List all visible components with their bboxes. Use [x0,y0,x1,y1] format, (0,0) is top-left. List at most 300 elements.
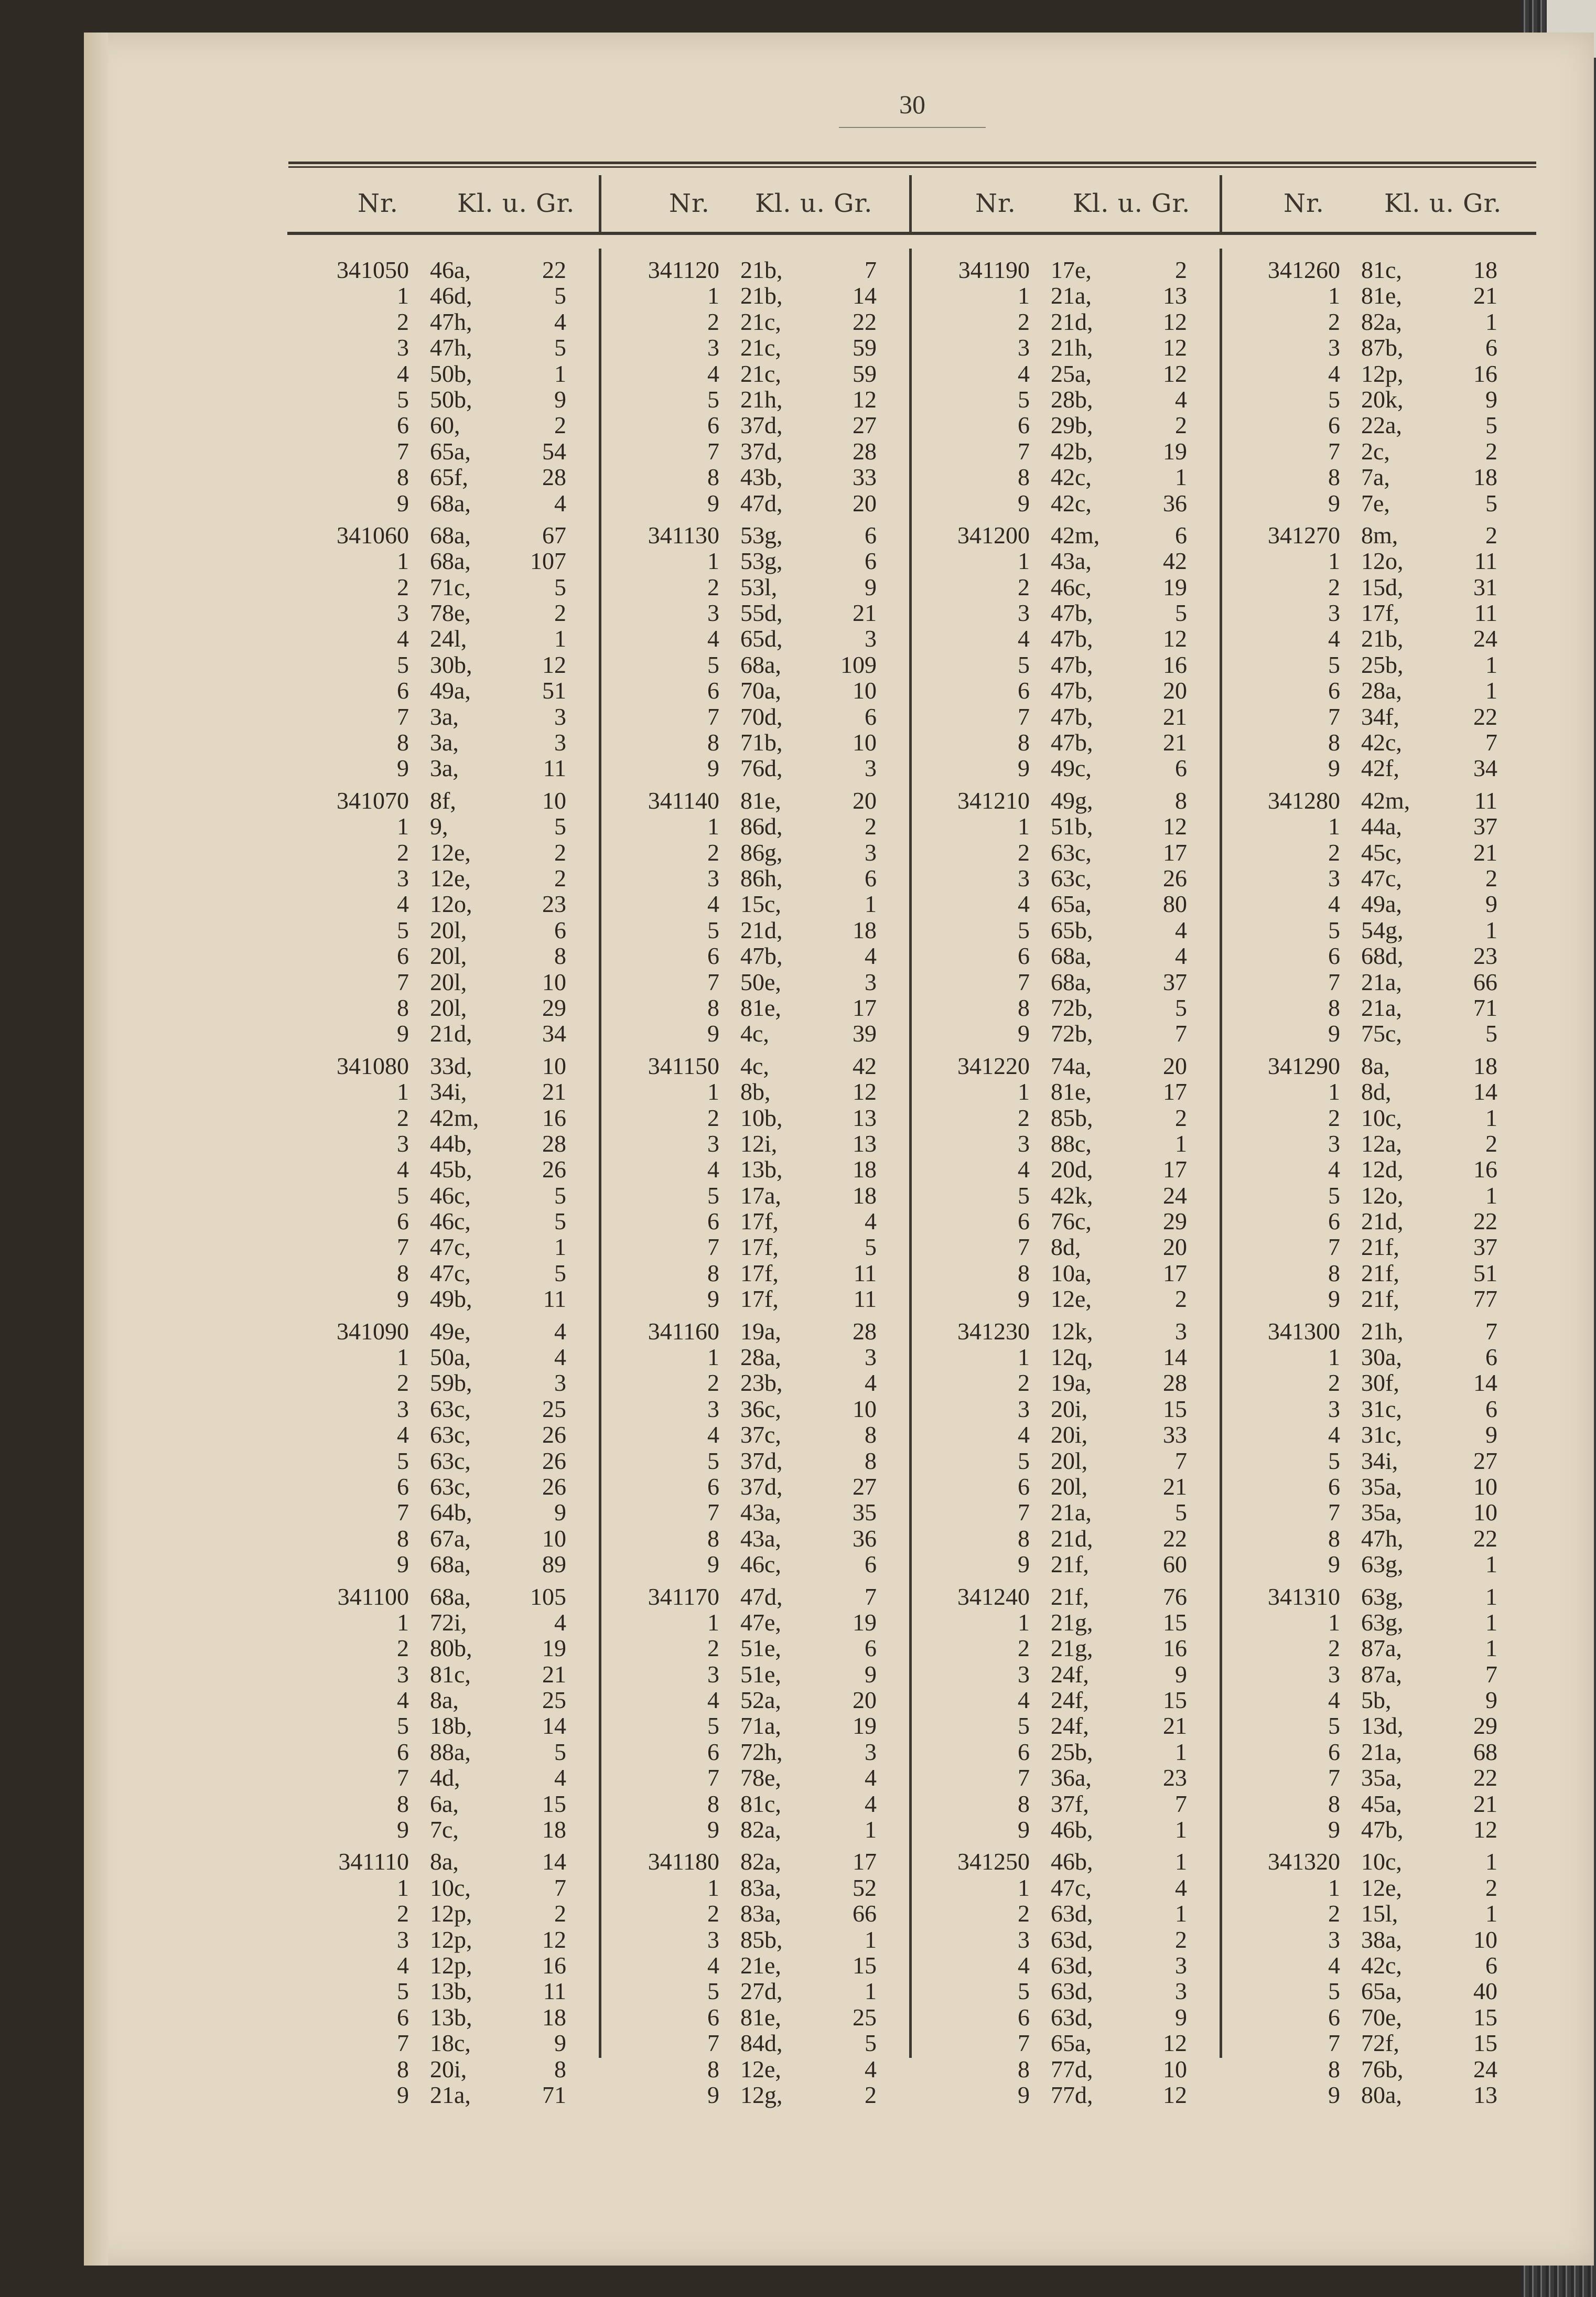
class-group-cell: 44b, [430,1130,472,1157]
count-cell: 6 [865,864,877,892]
table-row [604,1370,898,1396]
count-cell: 37 [1163,968,1187,995]
patent-number-cell: 9 [1328,489,1340,517]
class-group-cell: 31c, [1361,1421,1402,1448]
count-cell: 14 [853,282,877,309]
count-cell: 5 [554,813,566,840]
table-row [604,464,898,490]
class-group-cell: 72b, [1051,1020,1093,1047]
class-group-cell: 54g, [1361,916,1404,943]
class-group-cell: 42c, [1051,489,1092,517]
table-row [294,1260,587,1286]
table-row [914,1079,1208,1104]
count-cell: 14 [542,1848,566,1875]
class-group-cell: 20l, [430,994,467,1021]
patent-number-cell: 8 [1018,1790,1030,1817]
table-row [914,678,1208,703]
count-cell: 2 [1485,1874,1497,1901]
patent-number-cell: 3 [397,1660,409,1688]
class-group-cell: 3a, [430,755,459,782]
count-cell: 5 [554,1208,566,1235]
count-cell: 16 [1163,651,1187,678]
table-row [604,1318,898,1344]
class-group-cell: 10c, [1361,1104,1402,1131]
class-group-cell: 20l, [1051,1447,1088,1474]
class-group-cell: 15c, [740,890,781,918]
patent-number-cell: 341160 [648,1317,719,1345]
count-cell: 12 [853,1078,877,1105]
table-row [1225,840,1518,865]
table-row [294,1499,587,1525]
table-row [914,1131,1208,1156]
table-row [604,1551,898,1577]
table-row [914,626,1208,651]
class-group-cell: 55d, [740,599,783,627]
table-row [294,1713,587,1738]
class-group-cell: 12q, [1051,1344,1093,1371]
class-group-cell: 21h, [1361,1317,1404,1345]
patent-number-cell: 1 [1018,282,1030,309]
count-cell: 1 [1175,1900,1187,1927]
count-cell: 5 [1485,489,1497,517]
class-group-cell: 47b, [1361,1816,1404,1843]
patent-number-cell: 6 [397,1208,409,1235]
count-cell: 1 [1485,1635,1497,1662]
patent-number-cell: 2 [1018,308,1030,335]
count-cell: 21 [542,1660,566,1688]
class-group-cell: 28b, [1051,385,1093,413]
class-group-cell: 12p, [430,1900,472,1927]
class-group-cell: 42m, [1361,787,1410,814]
patent-number-cell: 9 [1018,1816,1030,1843]
class-group-cell: 80b, [430,1635,472,1662]
patent-number-cell: 341320 [1268,1848,1340,1875]
table-row [294,1739,587,1765]
patent-number-cell: 9 [397,1816,409,1843]
class-group-cell: 25b, [1361,651,1404,678]
class-group-cell: 70e, [1361,2003,1402,2031]
table-row [294,490,587,516]
table-row [914,1584,1208,1609]
count-cell: 12 [1163,2030,1187,2057]
class-group-cell: 63d, [1051,1978,1093,2005]
count-cell: 5 [1175,994,1187,1021]
table-row [294,1396,587,1422]
count-cell: 1 [865,1978,877,2005]
patent-number-cell: 7 [397,1764,409,1791]
table-row [604,1131,898,1156]
patent-number-cell: 1 [397,1344,409,1371]
class-group-cell: 21a, [1361,1738,1402,1765]
patent-number-cell: 9 [1018,1020,1030,1047]
count-cell: 9 [554,1499,566,1526]
header-divider-2 [909,175,912,232]
patent-number-cell: 341180 [648,1848,719,1875]
table-row [1225,548,1518,574]
table-row [294,438,587,464]
count-cell: 3 [865,1738,877,1765]
table-row [294,464,587,490]
count-cell: 16 [1473,1156,1497,1183]
class-group-cell: 21f, [1361,1259,1399,1286]
count-cell: 4 [1175,1874,1187,1901]
patent-number-cell: 6 [1018,1473,1030,1500]
patent-number-cell: 1 [1018,1344,1030,1371]
table-row [1225,652,1518,678]
patent-number-cell: 5 [1328,1712,1340,1740]
class-group-cell: 35a, [1361,1473,1402,1500]
class-group-cell: 12p, [430,1926,472,1953]
count-cell: 10 [542,787,566,814]
table-row [914,1978,1208,2004]
count-cell: 18 [1473,256,1497,283]
class-group-cell: 8d, [1361,1078,1392,1105]
class-group-cell: 6a, [430,1790,459,1817]
count-cell: 9 [1175,1660,1187,1688]
count-cell: 14 [542,1712,566,1740]
class-group-cell: 8a, [430,1848,459,1875]
patent-number-cell: 3 [707,334,719,361]
patent-number-cell: 2 [397,1635,409,1662]
patent-number-cell: 7 [1018,2030,1030,2057]
table-row [1225,257,1518,283]
count-cell: 2 [1485,864,1497,892]
class-group-cell: 17f, [740,1259,779,1286]
class-group-cell: 63c, [1051,839,1092,866]
class-group-cell: 15d, [1361,573,1404,600]
table-row [1225,1318,1518,1344]
count-cell: 23 [1163,1764,1187,1791]
class-group-cell: 46a, [430,256,471,283]
table-row [914,1396,1208,1422]
patent-number-cell: 341250 [957,1848,1030,1875]
count-cell: 18 [542,1816,566,1843]
class-group-cell: 15l, [1361,1900,1398,1927]
count-cell: 3 [865,968,877,995]
class-group-cell: 63g, [1361,1608,1404,1636]
class-group-cell: 85b, [740,1926,783,1953]
count-cell: 3 [1175,1952,1187,1979]
patent-number-cell: 3 [1328,1130,1340,1157]
patent-number-cell: 341060 [337,521,409,549]
class-group-cell: 43a, [1051,548,1092,575]
table-row [1225,2056,1518,2082]
count-cell: 4 [554,1764,566,1791]
patent-number-cell: 3 [1328,599,1340,627]
table-row [1225,678,1518,703]
class-group-cell: 20i, [1051,1395,1088,1422]
class-group-cell: 21c, [740,360,781,387]
count-cell: 8 [554,942,566,970]
count-cell: 6 [865,521,877,549]
table-row [604,1499,898,1525]
patent-number-cell: 1 [707,1344,719,1371]
patent-number-cell: 1 [707,813,719,840]
patent-number-cell: 3 [397,1395,409,1422]
patent-number-cell: 4 [1018,625,1030,652]
count-cell: 19 [1163,573,1187,600]
patent-number-cell: 6 [1328,1738,1340,1765]
count-cell: 24 [1473,2055,1497,2083]
table-row [294,1609,587,1635]
patent-number-cell: 2 [707,839,719,866]
class-group-cell: 24f, [1051,1660,1089,1688]
table-row [604,1584,898,1609]
patent-number-cell: 2 [1328,1104,1340,1131]
count-cell: 6 [865,1551,877,1578]
patent-number-cell: 6 [1328,412,1340,439]
class-group-cell: 21a, [430,2081,471,2108]
class-group-cell: 21f, [1361,1285,1399,1313]
patent-number-cell: 341210 [957,787,1030,814]
count-cell: 27 [853,412,877,439]
table-row [294,283,587,308]
class-group-cell: 21a, [1361,968,1402,995]
table-row [914,1609,1208,1635]
count-cell: 7 [1175,1447,1187,1474]
patent-number-cell: 9 [707,2081,719,2108]
class-group-cell: 37d, [740,1473,783,1500]
table-row [1225,1817,1518,1842]
patent-number-cell: 5 [1018,1712,1030,1740]
class-group-cell: 13b, [430,1978,472,2005]
table-row [294,2030,587,2056]
table-row [294,1978,587,2004]
table-row [1225,1260,1518,1286]
patent-number-cell: 8 [397,1790,409,1817]
patent-number-cell: 5 [1018,385,1030,413]
count-cell: 9 [1485,890,1497,918]
count-cell: 19 [853,1608,877,1636]
class-group-cell: 21e, [740,1952,781,1979]
table-row [914,1208,1208,1234]
table-row [1225,1234,1518,1260]
class-group-cell: 42c, [1361,1952,1402,1979]
class-group-cell: 4c, [740,1052,769,1079]
patent-number-cell: 3 [707,1130,719,1157]
count-cell: 9 [1485,1421,1497,1448]
patent-number-cell: 4 [397,1952,409,1979]
patent-number-cell: 5 [707,1712,719,1740]
table-row [294,891,587,917]
class-group-cell: 84d, [740,2030,783,2057]
count-cell: 1 [865,1926,877,1953]
table-row [1225,1448,1518,1474]
count-cell: 105 [530,1583,566,1610]
class-group-cell: 21d, [430,1020,472,1047]
count-cell: 22 [1473,1525,1497,1552]
patent-number-cell: 3 [707,864,719,892]
table-row [604,840,898,865]
class-group-cell: 8b, [740,1078,771,1105]
class-group-cell: 42m, [1051,521,1100,549]
count-cell: 107 [530,548,566,575]
table-row [294,387,587,412]
class-group-cell: 63g, [1361,1583,1404,1610]
table-row [604,522,898,548]
patent-number-cell: 4 [1018,890,1030,918]
class-group-cell: 47h, [430,308,472,335]
class-group-cell: 63g, [1361,1551,1404,1578]
class-group-cell: 28a, [740,1344,781,1371]
patent-number-cell: 2 [1018,839,1030,866]
class-group-cell: 20k, [1361,385,1404,413]
table-row [1225,891,1518,917]
count-cell: 23 [542,890,566,918]
table-row [604,995,898,1021]
table-row [914,309,1208,335]
table-row [604,335,898,360]
table-row [604,729,898,755]
class-group-cell: 33d, [430,1052,472,1079]
patent-number-cell: 8 [1328,1525,1340,1552]
class-group-cell: 17f, [740,1285,779,1313]
table-row [604,574,898,600]
page-number: 30 [899,90,925,119]
patent-number-cell: 341310 [1268,1583,1340,1610]
patent-number-cell: 5 [707,385,719,413]
patent-number-cell: 2 [707,1635,719,1662]
count-cell: 9 [1175,2003,1187,2031]
table-row [1225,1713,1518,1738]
patent-number-cell: 4 [1018,1687,1030,1714]
count-cell: 18 [542,2003,566,2031]
table-row [1225,1422,1518,1447]
patent-number-cell: 8 [397,464,409,491]
count-cell: 1 [1485,1848,1497,1875]
patent-number-cell: 6 [397,412,409,439]
count-cell: 11 [1474,599,1497,627]
count-cell: 6 [1485,1952,1497,1979]
class-group-cell: 81c, [740,1790,781,1817]
patent-number-cell: 2 [1328,573,1340,600]
patent-number-cell: 9 [707,1816,719,1843]
table-row [294,1875,587,1901]
class-group-cell: 81c, [1361,256,1402,283]
table-row [914,1021,1208,1046]
table-row [914,548,1208,574]
patent-number-cell: 6 [397,1473,409,1500]
class-group-cell: 21f, [1051,1551,1089,1578]
count-cell: 10 [1473,1473,1497,1500]
class-group-cell: 49g, [1051,787,1093,814]
class-group-cell: 49c, [1051,755,1092,782]
patent-number-cell: 4 [707,360,719,387]
class-group-cell: 35a, [1361,1764,1402,1791]
class-group-cell: 47b, [1051,677,1093,704]
table-row [294,361,587,387]
patent-number-cell: 341090 [337,1317,409,1345]
patent-number-cell: 9 [1328,1285,1340,1313]
count-cell: 20 [1163,1052,1187,1079]
patent-number-cell: 6 [707,1208,719,1235]
class-group-cell: 50e, [740,968,781,995]
class-group-cell: 20l, [1051,1473,1088,1500]
table-row [294,1765,587,1790]
count-cell: 59 [853,360,877,387]
patent-number-cell: 6 [397,1738,409,1765]
count-cell: 16 [1163,1635,1187,1662]
count-cell: 33 [853,464,877,491]
count-cell: 7 [865,1583,877,1610]
table-row [1225,1952,1518,1978]
table-row [914,755,1208,781]
table-row [294,1817,587,1842]
class-group-cell: 27d, [740,1978,783,2005]
class-group-cell: 49a, [430,677,471,704]
table-row [914,490,1208,516]
column-divider-1 [599,249,601,2058]
class-group-cell: 12e, [1361,1874,1402,1901]
patent-number-cell: 1 [707,282,719,309]
table-row [1225,1635,1518,1661]
table-row [914,1370,1208,1396]
patent-number-cell: 8 [1018,464,1030,491]
class-group-cell: 12e, [430,864,471,892]
table-row [294,1474,587,1499]
class-group-cell: 87a, [1361,1660,1402,1688]
count-cell: 22 [1473,1208,1497,1235]
class-group-cell: 17e, [1051,256,1092,283]
class-group-cell: 68a, [430,489,471,517]
table-row [294,995,587,1021]
class-group-cell: 37c, [740,1421,781,1448]
patent-number-cell: 3 [397,1130,409,1157]
count-cell: 21 [1163,1712,1187,1740]
patent-number-cell: 4 [707,1421,719,1448]
patent-number-cell: 9 [397,489,409,517]
table-row [604,1609,898,1635]
class-group-cell: 2c, [1361,437,1390,465]
table-row [604,1927,898,1952]
table-row [914,1183,1208,1208]
class-group-cell: 81e, [740,787,781,814]
patent-number-cell: 1 [1018,1608,1030,1636]
class-group-cell: 7c, [430,1816,459,1843]
patent-number-cell: 1 [1328,1078,1340,1105]
patent-number-cell: 2 [1328,1900,1340,1927]
table-row [1225,1183,1518,1208]
class-group-cell: 47h, [1361,1525,1404,1552]
table-row [1225,2030,1518,2056]
count-cell: 20 [853,1687,877,1714]
class-group-cell: 46c, [430,1182,471,1209]
table-row [604,1635,898,1661]
class-group-cell: 63d, [1051,1952,1093,1979]
patent-number-cell: 1 [707,1608,719,1636]
patent-number-cell: 6 [707,942,719,970]
class-group-cell: 46d, [430,282,472,309]
count-cell: 14 [1473,1078,1497,1105]
class-group-cell: 65d, [740,625,783,652]
count-cell: 11 [1474,787,1497,814]
table-row [914,840,1208,865]
count-cell: 4 [865,1208,877,1235]
patent-number-cell: 1 [1328,1344,1340,1371]
count-cell: 28 [1163,1369,1187,1397]
class-group-cell: 80a, [1361,2081,1402,2108]
patent-number-cell: 2 [397,1104,409,1131]
patent-number-cell: 4 [1328,1687,1340,1714]
class-group-cell: 19a, [740,1317,781,1345]
table-row [914,574,1208,600]
table-row [604,1474,898,1499]
patent-number-cell: 5 [1018,651,1030,678]
count-cell: 60 [1163,1551,1187,1578]
count-cell: 1 [1175,1738,1187,1765]
table-row [1225,1765,1518,1790]
patent-number-cell: 8 [707,1259,719,1286]
